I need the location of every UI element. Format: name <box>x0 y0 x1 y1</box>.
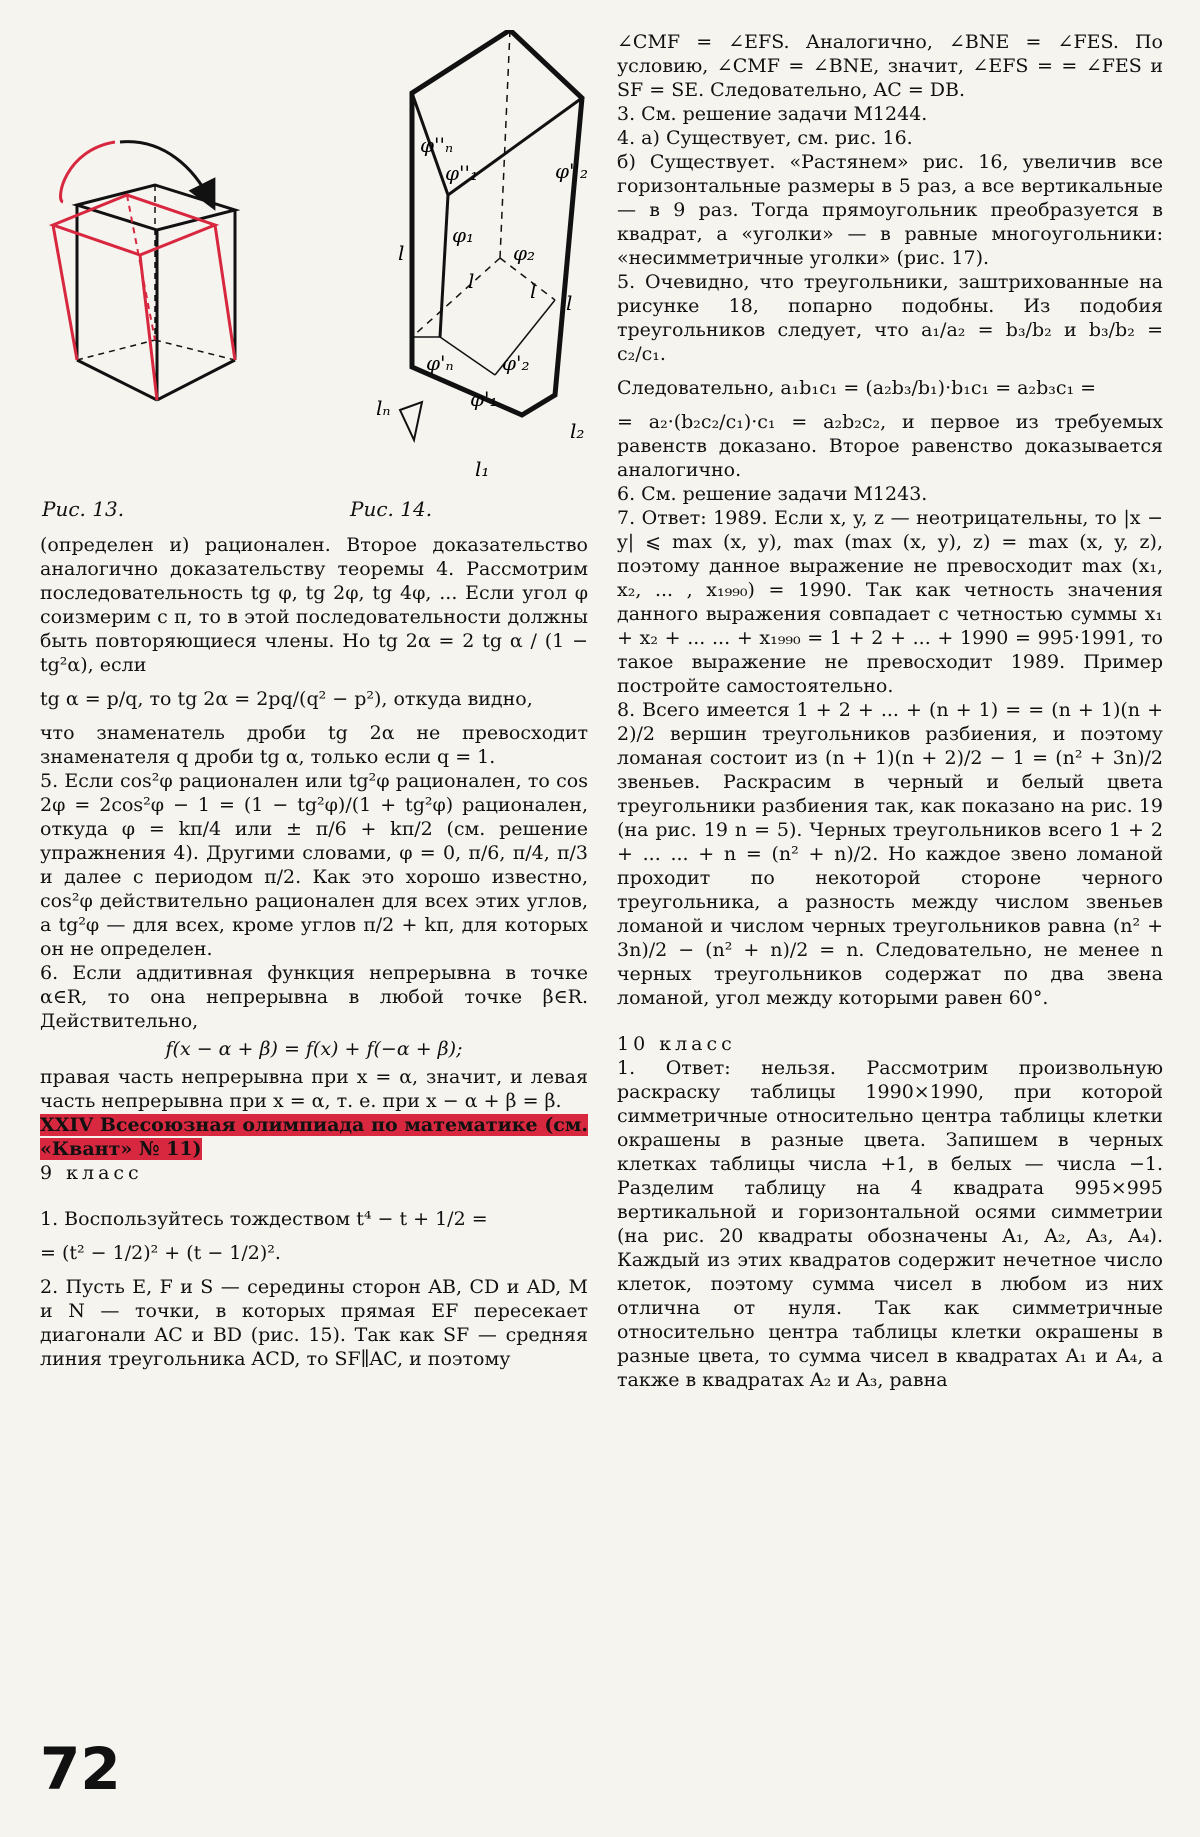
problem-7: 7. Ответ: 1989. Если x, y, z — неотрицательны, то |x − y| ⩽ max (x, y), max (max (x, y), z) = max (x, y, z), поэтому данное выражение не превосходит max (x₁, x₂, ... , x₁₉₉₀) = 1990. Так как четность значения данного выражения совпадает с четностью суммы x₁ + x₂ + ... ... + x₁₉₉₀ = 1 + 2 + ... + 1990 = 995·1991, то такое выражение не превосходит 1989. Пример постройте самостоятельно. <box>617 507 1163 697</box>
right-column <box>617 30 1163 1392</box>
label-phi2p: φ'₂ <box>502 351 530 375</box>
grade-heading: 10 класс <box>617 1033 736 1055</box>
problem-6: 6. Если аддитивная функция непрерывна в точке α∈R, то она непрерывна в любой точке β∈R. Действительно, <box>40 962 588 1032</box>
angle-marker <box>400 402 422 440</box>
problem-5: 5. Очевидно, что треугольники, заштрихованные на рисунке 18, попарно подобны. Из подобия треугольников следует, что a₁/a₂ = b₃/b₂ и b₃/b₂ = c₂/c₁. <box>617 271 1163 365</box>
label-l-mid: l <box>468 269 475 293</box>
label-l-mid2: l <box>530 279 537 303</box>
figure-13-caption: Рис. 13. <box>42 497 125 521</box>
problem-4b: б) Существует. «Растянем» рис. 16, увеличив все горизонтальные размеры в 5 раз, а все вертикальные — в 9 раз. Тогда прямоугольник преобразуется в квадрат, а «уголки» — в равные многоугольники: «несимметричные уголки» (рис. 17). <box>617 151 1163 269</box>
figure-14 <box>370 30 600 480</box>
label-phi1p: φ'₁ <box>470 387 498 411</box>
problem-1: 1. Ответ: нельзя. Рассмотрим произвольную раскраску таблицы 1990×1990, при которой симметричные относительно центра таблицы клетки окрашены в разные цвета. Запишем в черных клетках таблицы числа +1, в белых — числа −1. Разделим таблицу на 4 квадрата 995×995 вертикальной и горизонтальной осями симметрии (на рис. 20 квадраты обозначены A₁, A₂, A₃, A₄). Каждый из этих квадратов содержит нечетное число клеток, поэтому сумма чисел в любом из них отлична от нуля. Так как симметричные относительно центра таблицы клетки окрашены в разные цвета, то сумма чисел в квадратах A₁ и A₄, а также в квадратах A₂ и A₃, равна <box>617 1057 1163 1391</box>
paragraph: (определен и) рационален. Второе доказательство аналогично доказательству теоремы 4. Рассмотрим последовательность tg φ, tg 2φ, tg 4φ, ... Если угол φ соизмерим с π, то в этой последовательности должны быть повторяющиеся члены. Но tg 2α = 2 tg α / (1 − tg²α), если <box>40 534 588 676</box>
label-phi2pp: φ''₂ <box>555 159 589 183</box>
paragraph: = a₂·(b₂c₂/c₁)·c₁ = a₂b₂c₂, и первое из требуемых равенств доказано. Второе равенство доказывается аналогично. <box>617 411 1163 481</box>
left-column <box>40 533 588 1371</box>
problem-1: 1. Воспользуйтесь тождеством t⁴ − t + 1/2 = <box>40 1208 488 1230</box>
formula-line: = (t² − 1/2)² + (t − 1/2)². <box>40 1242 281 1264</box>
figure-14-caption: Рис. 14. <box>350 497 433 521</box>
problem-5: 5. Если cos²φ рационален или tg²φ рационален, то cos 2φ = 2cos²φ − 1 = (1 − tg²φ)/(1 + tg²φ) рационален, откуда φ = kπ/4 или ± π/6 + kπ/2 (см. решение упражнения 4). Другими словами, φ = 0, π/6, π/4, π/3 и далее с периодом π/2. Как это хорошо известно, cos²φ действительно рационален для всех этих углов, а tg²φ — для всех, кроме углов π/2 + kπ, для которых он не определен. <box>40 770 588 960</box>
rotation-arrow <box>61 142 115 202</box>
label-l1: l₁ <box>475 457 490 480</box>
label-phinp: φ'ₙ <box>426 351 454 375</box>
formula: f(x − α + β) = f(x) + f(−α + β); <box>165 1038 463 1060</box>
formula-line: tg α = p/q, то tg 2α = 2pq/(q² − p²), откуда видно, <box>40 688 533 710</box>
paragraph: ∠CMF = ∠EFS. Аналогично, ∠BNE = ∠FES. По условию, ∠CMF = ∠BNE, значит, ∠EFS = = ∠FES и SF = SE. Следовательно, AC = DB. <box>617 31 1163 101</box>
figure-13 <box>45 130 295 495</box>
heading-text: XXIV Всесоюзная олимпиада по математике (см. «Квант» № 11) <box>40 1114 588 1160</box>
section-heading <box>40 1113 588 1161</box>
label-phi1pp: φ''₁ <box>445 161 479 185</box>
grade-heading: 9 класс <box>40 1162 143 1184</box>
problem-8: 8. Всего имеется 1 + 2 + ... + (n + 1) = = (n + 1)(n + 2)/2 вершин треугольников разбиения, и поэтому ломаная состоит из (n + 1)(n + 2)/2 − 1 = (n² + 3n)/2 звеньев. Раскрасим в черный и белый цвета треугольники разбиения так, как показано на рис. 19 (на рис. 19 n = 5). Черных треугольников всего 1 + 2 + ... ... + n = (n² + n)/2. Но каждое звено ломаной проходит по некоторой стороне черного треугольника, а разность между числом звеньев ломаной и числом черных треугольников равна (n² + 3n)/2 − (n² + n)/2 = n. Следовательно, не менее n черных треугольников содержат по два звена ломаной, угол между которыми равен 60°. <box>617 699 1163 1009</box>
label-ln: lₙ <box>376 396 391 420</box>
problem-3: 3. См. решение задачи М1244. <box>617 103 928 125</box>
problem-4a: 4. а) Существует, см. рис. 16. <box>617 127 913 149</box>
label-l2: l₂ <box>570 419 585 443</box>
page-number: 72 <box>40 1735 121 1803</box>
label-phinpp: φ''ₙ <box>420 133 454 157</box>
formula-line: Следовательно, a₁b₁c₁ = (a₂b₃/b₁)·b₁c₁ = a₂b₃c₁ = <box>617 377 1097 399</box>
label-phi2: φ₂ <box>513 241 536 265</box>
problem-6: 6. См. решение задачи М1243. <box>617 483 928 505</box>
paragraph: что знаменатель дроби tg 2α не превосходит знаменателя q дроби tg α, только если q = 1. <box>40 722 588 768</box>
problem-2: 2. Пусть E, F и S — середины сторон AB, CD и AD, M и N — точки, в которых прямая EF пересекает диагонали AC и BD (рис. 15). Так как SF — средняя линия треугольника ACD, то SF∥AC, и поэтому <box>40 1276 588 1370</box>
label-l-right: l <box>566 291 573 315</box>
label-phi1: φ₁ <box>452 223 475 247</box>
paragraph: правая часть непрерывна при x = α, значит, и левая часть непрерывна при x = α, т. е. при x − α + β = β. <box>40 1066 588 1112</box>
label-l-left: l <box>398 241 405 265</box>
